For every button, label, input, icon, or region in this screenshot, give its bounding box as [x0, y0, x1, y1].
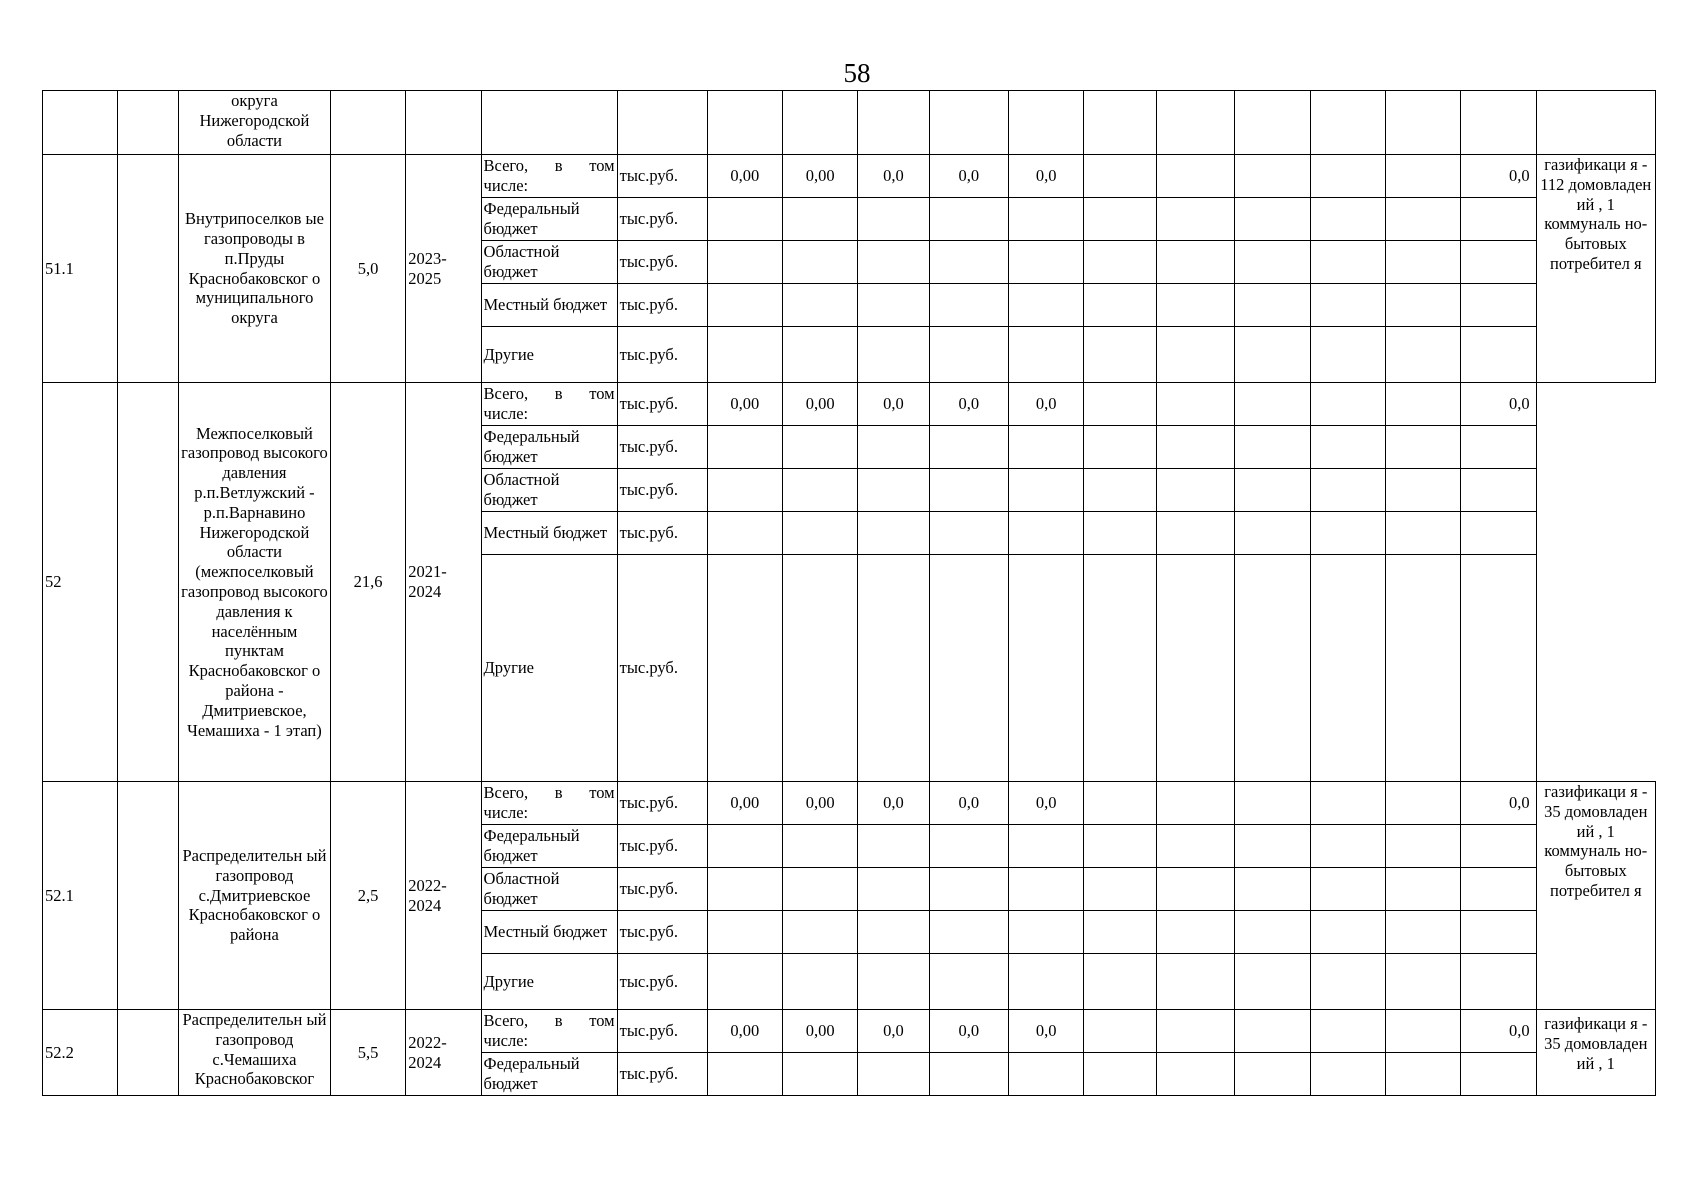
- length-km: 5,5: [330, 1010, 405, 1096]
- unit: тыс.руб.: [617, 1053, 707, 1096]
- value-cell: 0,0: [929, 1010, 1009, 1053]
- unit: тыс.руб.: [617, 911, 707, 954]
- object-name: Межпоселковый газопровод высокого давления р.п.Ветлужский - р.п.Варнавино Нижегородской области (межпоселковый газопровод высокого давления к населённым пунктам Краснобаковског о района - Дмитриевское, Чемашиха - 1 этап): [179, 383, 331, 782]
- object-name: Распределительн ый газопровод с.Дмитриевское Краснобаковског о района: [179, 782, 331, 1010]
- value-cell-last: 0,0: [1461, 782, 1536, 825]
- value-cell: 0,0: [929, 782, 1009, 825]
- value-cell: 0,00: [782, 782, 857, 825]
- source-federal: Федеральный бюджет: [481, 825, 617, 868]
- object-name: округа Нижегородской области: [179, 91, 331, 155]
- row-number: 52.1: [43, 782, 118, 1010]
- unit: тыс.руб.: [617, 512, 707, 555]
- page-number: 58: [843, 58, 871, 88]
- years: 2022- 2024: [406, 782, 481, 1010]
- program-table: [42, 90, 1656, 1096]
- unit: тыс.руб.: [617, 825, 707, 868]
- value-cell-last: 0,0: [1461, 1010, 1536, 1053]
- length-km: 21,6: [330, 383, 405, 782]
- object-name: Распределительн ый газопровод с.Чемашиха Краснобаковског: [179, 1010, 331, 1096]
- source-total: Всего, в том числе:: [481, 782, 617, 825]
- value-cell: 0,00: [707, 782, 782, 825]
- source-total: Всего, в том числе:: [481, 383, 617, 426]
- object-name: Внутрипоселков ые газопроводы в п.Пруды Краснобаковског о муниципального округа: [179, 155, 331, 383]
- value-cell: 0,00: [707, 155, 782, 198]
- value-cell-last: 0,0: [1461, 383, 1536, 426]
- value-cell-last: 0,0: [1461, 155, 1536, 198]
- table-row: [43, 91, 1656, 155]
- length-km: 2,5: [330, 782, 405, 1010]
- source-total: Всего, в том числе:: [481, 1010, 617, 1053]
- value-cell: 0,0: [858, 383, 929, 426]
- source-local: Местный бюджет: [481, 911, 617, 954]
- source-other: Другие: [481, 954, 617, 1010]
- value-cell: 0,0: [858, 155, 929, 198]
- table-row: [43, 155, 1656, 198]
- unit: тыс.руб.: [617, 383, 707, 426]
- value-cell: 0,0: [1009, 383, 1084, 426]
- unit: тыс.руб.: [617, 954, 707, 1010]
- table-row: [43, 383, 1656, 426]
- table-row: [43, 782, 1656, 825]
- years: 2021- 2024: [406, 383, 481, 782]
- value-cell: 0,0: [929, 155, 1009, 198]
- result-note: газификаци я - 112 домовладен ий , 1 коммуналь но- бытовых потребител я: [1536, 155, 1655, 383]
- source-other: Другие: [481, 555, 617, 782]
- table-row: [43, 1010, 1656, 1053]
- value-cell: 0,0: [858, 782, 929, 825]
- unit: тыс.руб.: [617, 469, 707, 512]
- value-cell: 0,00: [782, 155, 857, 198]
- result-note: газификаци я - 35 домовладен ий , 1 коммуналь но- бытовых потребител я: [1536, 782, 1655, 1010]
- value-cell: 0,00: [782, 1010, 857, 1053]
- source-other: Другие: [481, 327, 617, 383]
- years: 2023- 2025: [406, 155, 481, 383]
- cell-empty: [43, 91, 118, 155]
- cell-empty: [118, 91, 179, 155]
- unit: тыс.руб.: [617, 284, 707, 327]
- value-cell: 0,00: [782, 383, 857, 426]
- unit: тыс.руб.: [617, 782, 707, 825]
- source-local: Местный бюджет: [481, 284, 617, 327]
- value-cell: 0,0: [1009, 1010, 1084, 1053]
- value-cell: 0,0: [1009, 782, 1084, 825]
- row-number: 51.1: [43, 155, 118, 383]
- value-cell: 0,00: [707, 383, 782, 426]
- source-regional: Областной бюджет: [481, 469, 617, 512]
- row-number: 52.2: [43, 1010, 118, 1096]
- source-federal: Федеральный бюджет: [481, 426, 617, 469]
- result-note: газификаци я - 35 домовладен ий , 1: [1536, 1010, 1655, 1096]
- source-federal: Федеральный бюджет: [481, 1053, 617, 1096]
- value-cell: 0,00: [707, 1010, 782, 1053]
- unit: тыс.руб.: [617, 426, 707, 469]
- row-number: 52: [43, 383, 118, 782]
- unit: тыс.руб.: [617, 555, 707, 782]
- length-km: 5,0: [330, 155, 405, 383]
- source-total: Всего, в том числе:: [481, 155, 617, 198]
- unit: тыс.руб.: [617, 241, 707, 284]
- unit: тыс.руб.: [617, 155, 707, 198]
- unit: тыс.руб.: [617, 868, 707, 911]
- years: 2022- 2024: [406, 1010, 481, 1096]
- value-cell: 0,0: [929, 383, 1009, 426]
- source-local: Местный бюджет: [481, 512, 617, 555]
- source-regional: Областной бюджет: [481, 241, 617, 284]
- unit: тыс.руб.: [617, 198, 707, 241]
- result-note: [1536, 383, 1655, 782]
- value-cell: 0,0: [858, 1010, 929, 1053]
- source-regional: Областной бюджет: [481, 868, 617, 911]
- source-federal: Федеральный бюджет: [481, 198, 617, 241]
- unit: тыс.руб.: [617, 1010, 707, 1053]
- value-cell: 0,0: [1009, 155, 1084, 198]
- unit: тыс.руб.: [617, 327, 707, 383]
